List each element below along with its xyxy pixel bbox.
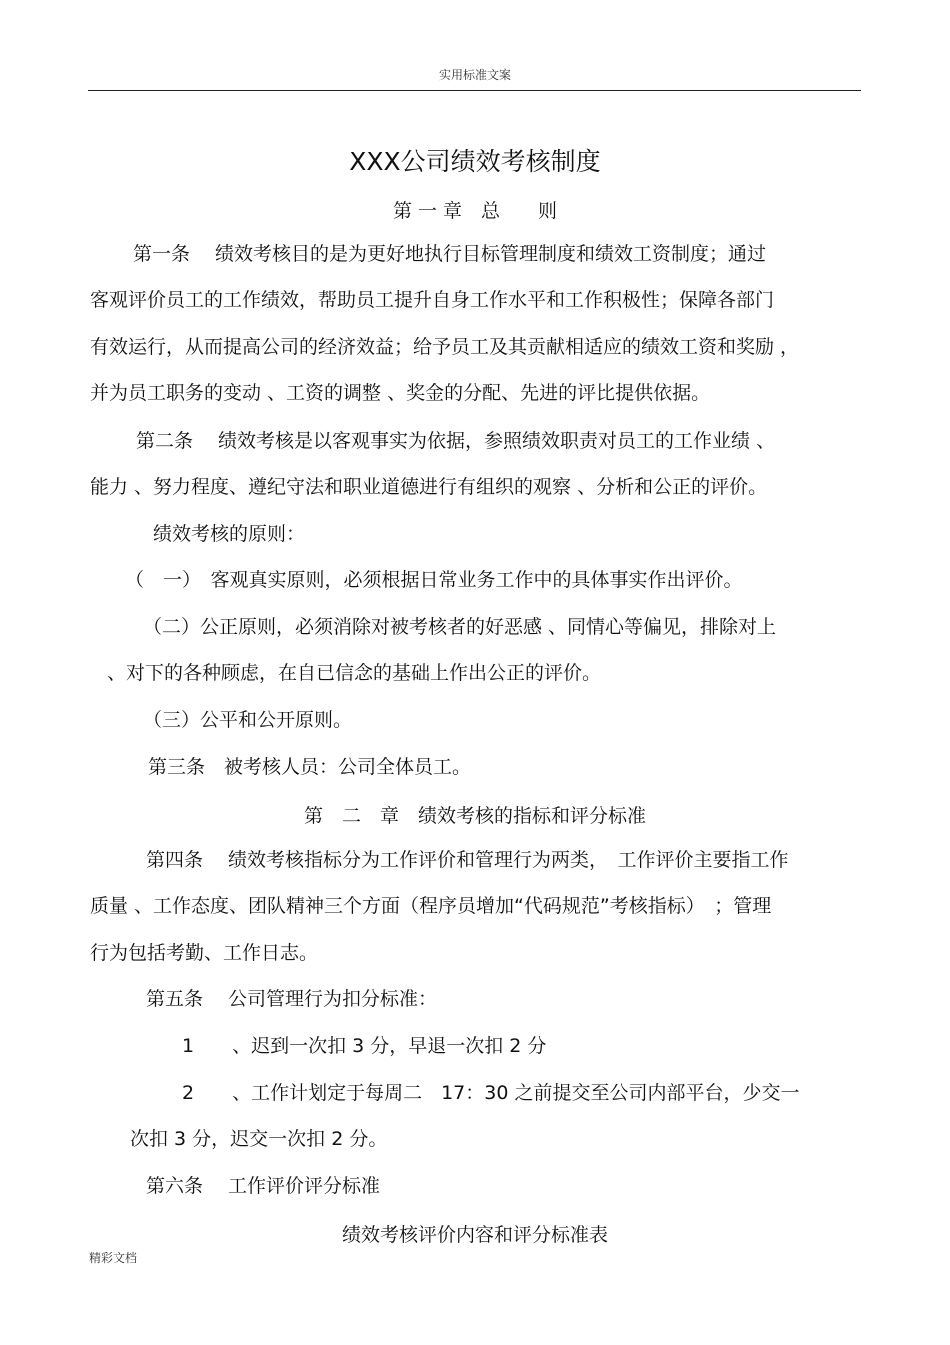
article-5-item-1: 1 、迟到一次扣 3 分，早退一次扣 2 分 xyxy=(182,1035,547,1057)
running-header: 实用标准文案 xyxy=(438,68,511,82)
principle-2-line-2: 、对下的各种顾虑，在自已信念的基础上作出公正的评价。 xyxy=(107,662,602,684)
article-5-item-2-line-1: 2 、工作计划定于每周二 17：30 之前提交至公司内部平台，少交一 xyxy=(182,1082,800,1104)
article-1-line-1: 第一条 绩效考核目的是为更好地执行目标管理制度和绩效工资制度；通过 xyxy=(133,243,767,265)
chapter-1-heading: 第 一 章 总 则 xyxy=(392,200,558,222)
document-title: XXX公司绩效考核制度 xyxy=(349,147,601,176)
page-footer: 精彩文档 xyxy=(89,1251,138,1265)
article-4-line-3: 行为包括考勤、工作日志。 xyxy=(90,942,319,964)
article-5-item-2-line-2: 次扣 3 分，迟交一次扣 2 分。 xyxy=(130,1128,388,1150)
article-1-line-3: 有效运行，从而提高公司的经济效益；给予员工及其贡献相适应的绩效工资和奖励 ， xyxy=(90,336,800,358)
article-1-line-4: 并为员工职务的变动 、工资的调整 、奖金的分配、先进的评比提供依据。 xyxy=(90,382,711,404)
table-caption: 绩效考核评价内容和评分标准表 xyxy=(341,1224,608,1246)
article-3: 第三条 被考核人员：公司全体员工。 xyxy=(148,756,472,778)
article-2-line-2: 能力 、努力程度、遵纪守法和职业道德进行有组织的观察 、分析和公正的评价。 xyxy=(90,476,768,498)
article-6: 第六条 工作评价评分标准 xyxy=(146,1175,381,1197)
article-4-line-1: 第四条 绩效考核指标分为工作评价和管理行为两类， 工作评价主要指工作 xyxy=(146,849,789,871)
article-1-line-2: 客观评价员工的工作绩效，帮助员工提升自身工作水平和工作积极性；保障各部门 xyxy=(90,289,775,311)
principle-3: （三）公平和公开原则。 xyxy=(143,709,353,731)
chapter-2-heading: 第 二 章 绩效考核的指标和评分标准 xyxy=(303,805,646,827)
article-5: 第五条 公司管理行为扣分标准： xyxy=(146,988,438,1010)
principle-1: （ 一） 客观真实原则，必须根据日常业务工作中的具体事实作出评价。 xyxy=(125,569,743,591)
principles-heading: 绩效考核的原则： xyxy=(153,523,306,545)
article-2-line-1: 第二条 绩效考核是以客观事实为依据，参照绩效职责对员工的工作业绩 、 xyxy=(136,430,776,452)
principle-2-line-1: （二）公正原则，必须消除对被考核者的好恶感 、同情心等偏见，排除对上 xyxy=(143,616,777,638)
header-rule xyxy=(88,90,861,91)
article-4-line-2: 质量 、工作态度、团队精神三个方面（程序员增加“代码规范”考核指标） ；管理 xyxy=(90,895,772,917)
